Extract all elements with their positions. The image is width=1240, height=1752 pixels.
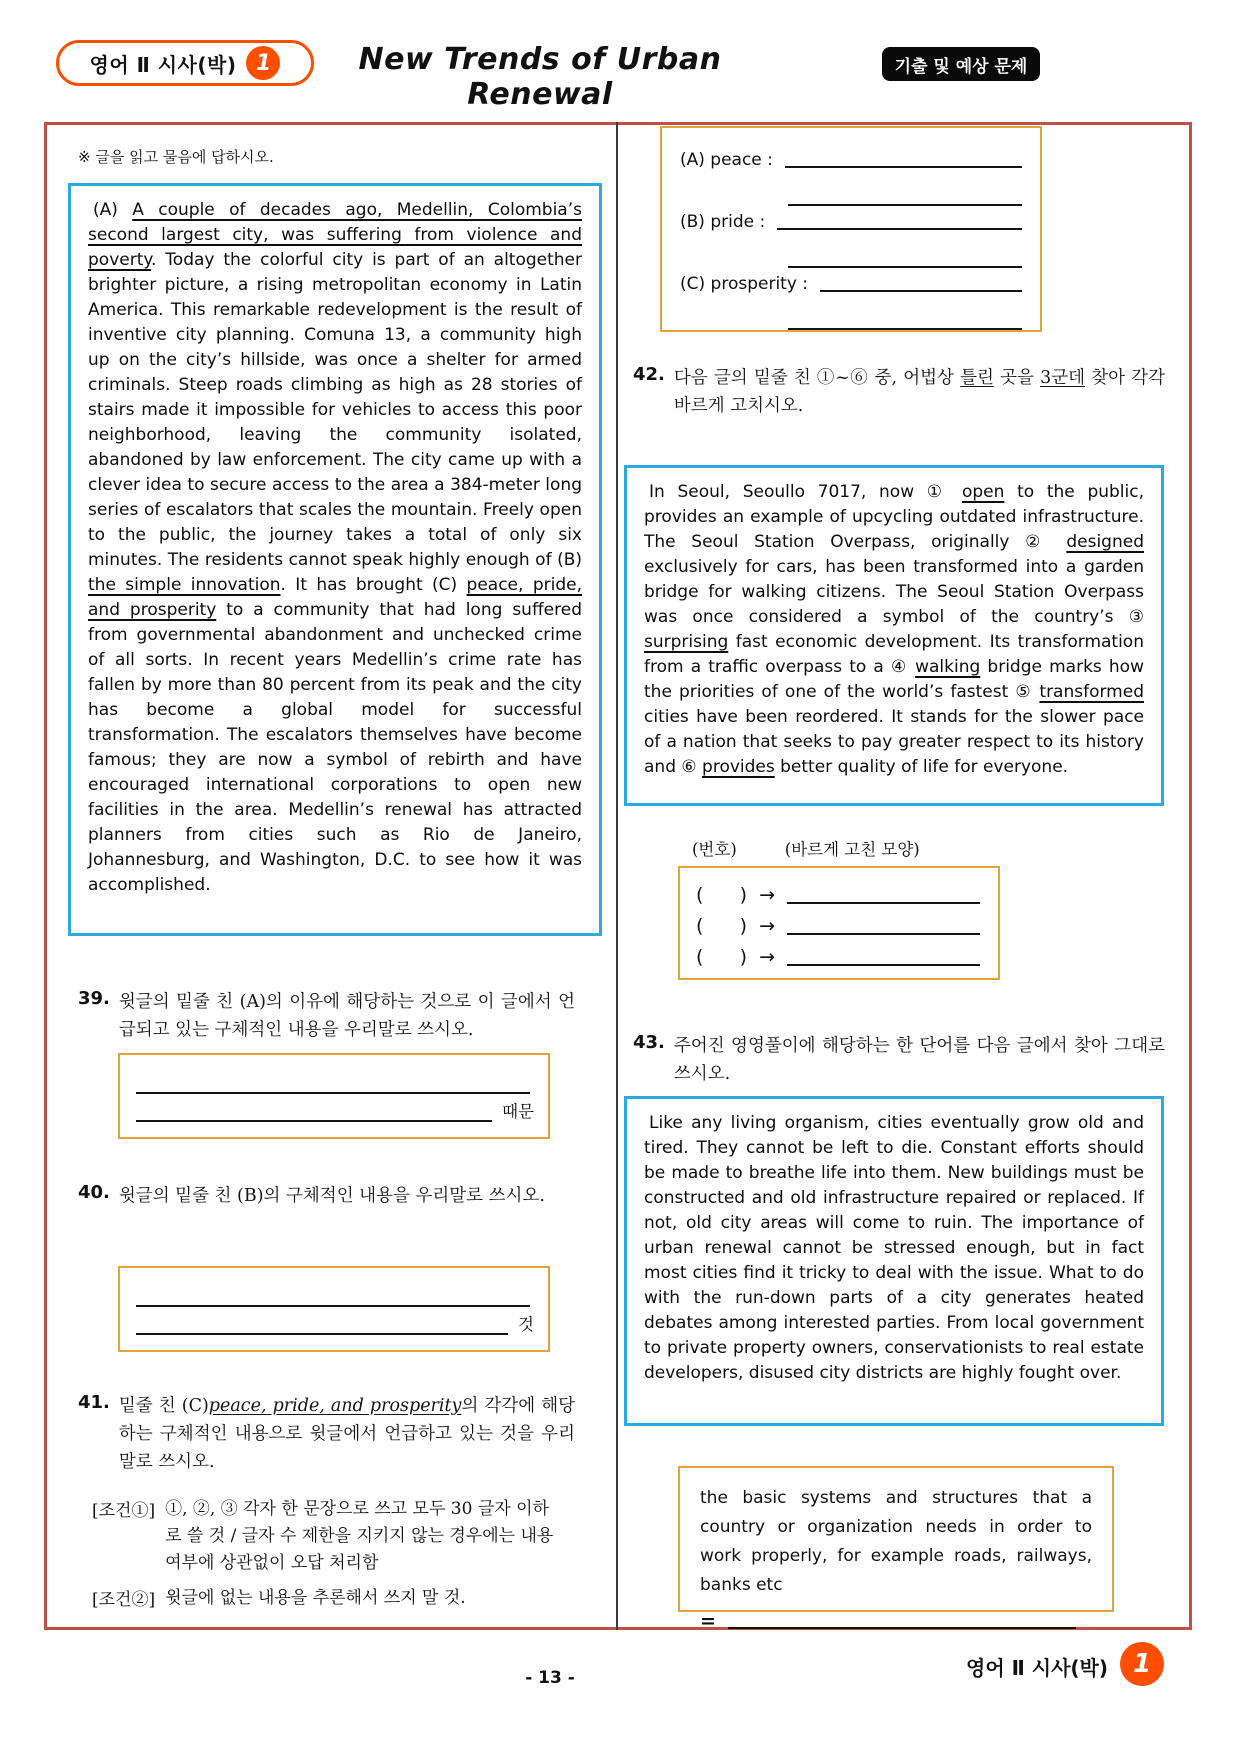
question-number: 39. <box>78 988 110 1009</box>
answer-box-39 <box>118 1053 550 1139</box>
abc-label: (A) peace : <box>680 150 773 170</box>
exam-type-badge: 기출 및 예상 문제 <box>882 47 1040 81</box>
answer-line <box>136 1092 530 1094</box>
question-text: 윗글의 밑줄 친 (A)의 이유에 해당하는 것으로 이 글에서 언급되고 있는 구체적인 내용을 우리말로 쓰시오. <box>118 992 575 1040</box>
condition-label: [조건②] <box>92 1590 156 1610</box>
question-text: 다음 글의 밑줄 친 ①~⑥ 중, 어법상 틀린 곳을 3군데 찾아 각각 바르게 고치시오. <box>673 368 1165 416</box>
number-col-label: (번호) <box>692 840 737 859</box>
page-title: New Trends of Urban Renewal <box>358 42 722 112</box>
answer-line <box>777 228 1022 230</box>
answer-line <box>136 1120 492 1122</box>
question-41 <box>78 1392 575 1476</box>
correction-row <box>696 880 980 906</box>
question-text: 밑줄 친 (C)peace, pride, and prosperity의 각각에 해당하는 구체적인 내용으로 윗글에서 언급하고 있는 것을 우리말로 쓰시오. <box>118 1396 576 1472</box>
condition-text: 윗글에 없는 내용을 추론해서 쓰지 말 것. <box>165 1588 466 1608</box>
correction-col-label: (바르게 고친 모양) <box>784 840 920 859</box>
passage-text: In Seoul, Seoullo 7017, now ① open to the public, provides an example of upcycling outdated infrastructure. The Seoul Station Overpass, originally ② designed exclusively for cars, has been transformed into a garden bridge for walking citizens. The Seoul Station Overpass was once considered a symbol of the country’s ③ surprising fast economic development. Its transformation from a traffic overpass to a ④ walking bridge marks how the priorities of one of the world’s fastest ⑤ transformed cities have been reordered. It stands for the slower pace of a nation that seeks to pay greater respect to its history and ⑥ provides better quality of life for everyone. <box>644 482 1144 777</box>
course-badge-label: 영어 Ⅱ 시사(박) <box>89 52 237 77</box>
passage-box-42 <box>624 465 1164 806</box>
correction-row-prefix: ( ) → <box>696 915 776 937</box>
question-text: 윗글의 밑줄 친 (B)의 구체적인 내용을 우리말로 쓰시오. <box>118 1186 545 1206</box>
answer-line <box>136 1333 508 1335</box>
answer-cont-line <box>788 328 1022 330</box>
equals-sign: = <box>700 1610 716 1632</box>
abc-item-a <box>680 144 1022 206</box>
condition-item <box>92 1585 562 1612</box>
correction-row <box>696 942 980 968</box>
question-number: 41. <box>78 1392 110 1413</box>
question-number: 43. <box>633 1032 665 1053</box>
question-42 <box>633 364 1165 420</box>
answer-box-40 <box>118 1266 550 1352</box>
footer-course-badge: 영어 Ⅱ 시사(박) <box>966 1656 1108 1680</box>
answer-box-42 <box>678 866 1000 980</box>
passage-box-main <box>68 183 602 936</box>
question-number: 40. <box>78 1182 110 1203</box>
question-39 <box>78 988 575 1044</box>
answer-suffix: 것 <box>518 1315 534 1334</box>
definition-text: the basic systems and structures that a country or organization needs in order to work properly, for example roads, railways, banks etc <box>700 1488 1092 1595</box>
header-course-badge <box>56 40 314 86</box>
answer-line <box>787 933 980 935</box>
passage-text: (A) A couple of decades ago, Medellin, Colombia’s second largest city, was suffering from violence and poverty. Today the colorful city is part of an altogether brighter picture, a rising metropolitan economy in Latin America. This remarkable redevelopment is the result of inventive city planning. Comuna 13, a community high up on the city’s hillside, was once a shelter for armed criminals. Steep roads climbing as high as 28 stories of stairs made it impossible for vehicles to access this poor neighborhood, leaving the community isolated, abandoned by law enforcement. The city came up with a clever idea to secure access to the area a 384-meter long series of escalators that scales the mountain. Freely open to the public, the journey takes a total of only six minutes. The residents cannot speak highly enough of (B) the simple innovation. It has brought (C) peace, pride, and prosperity to a community that had long suffered from governmental abandonment and unchecked crime of all sorts. In recent years Medellin’s crime rate has fallen by more than 80 percent from its peak and the city has become a global model for successful transformation. The escalators themselves have become famous; they are now a symbol of rebirth and have encouraged international corporations to open new facilities in the area. Medellin’s renewal has attracted planners from cities such as Rio de Janeiro, Johannesburg, and Washington, D.C. to see how it was accomplished. <box>88 200 582 895</box>
answer-box-41-abc <box>660 126 1042 332</box>
abc-label: (B) pride : <box>680 212 766 232</box>
condition-text: ①, ②, ③ 각자 한 문장으로 쓰고 모두 30 글자 이하로 쓸 것 / 글자 수 제한을 지키지 않는 경우에는 내용 여부에 상관없이 오답 처리함 <box>165 1499 554 1573</box>
question-43 <box>633 1032 1165 1088</box>
reading-instruction: ※ 글을 읽고 물음에 답하시오. <box>78 148 274 166</box>
correction-row-prefix: ( ) → <box>696 884 776 906</box>
question-41-conditions <box>92 1496 562 1620</box>
passage-box-43 <box>624 1096 1164 1426</box>
answer-line <box>785 166 1022 168</box>
lesson-number-badge: 1 <box>246 46 280 80</box>
answer-line <box>787 902 980 904</box>
abc-label: (C) prosperity : <box>680 274 809 294</box>
answer-suffix: 때문 <box>502 1102 534 1121</box>
definition-box <box>678 1466 1114 1632</box>
answer-header-42 <box>692 836 920 860</box>
question-40 <box>78 1182 575 1210</box>
answer-line <box>728 1627 1076 1629</box>
footer-page-number: - 13 - <box>525 1668 575 1688</box>
abc-item-c <box>680 268 1022 330</box>
question-number: 42. <box>633 364 665 385</box>
question-text: 주어진 영영풀이에 해당하는 한 단어를 다음 글에서 찾아 그대로 쓰시오. <box>673 1036 1165 1084</box>
correction-row-prefix: ( ) → <box>696 946 776 968</box>
column-divider <box>616 122 618 1630</box>
answer-line <box>787 964 980 966</box>
answer-line <box>136 1305 530 1307</box>
abc-item-b <box>680 206 1022 268</box>
condition-label: [조건①] <box>92 1501 156 1521</box>
answer-line <box>820 290 1022 292</box>
correction-row <box>696 911 980 937</box>
condition-item <box>92 1496 562 1577</box>
footer-lesson-number-badge: 1 <box>1120 1642 1164 1686</box>
passage-text: Like any living organism, cities eventually grow old and tired. They cannot be left to die. Constant efforts should be made to breathe life into them. New buildings must be constructed and old infrastructure repaired or replaced. If not, old city areas will come to ruin. The importance of urban renewal cannot be stressed enough, but in fact most cities find it tricky to deal with the issue. What to do with the run-down parts of a city generates heated debates among interested parties. From local government to private property owners, conservationists to real estate developers, disused city districts are highly fought over. <box>644 1113 1144 1383</box>
